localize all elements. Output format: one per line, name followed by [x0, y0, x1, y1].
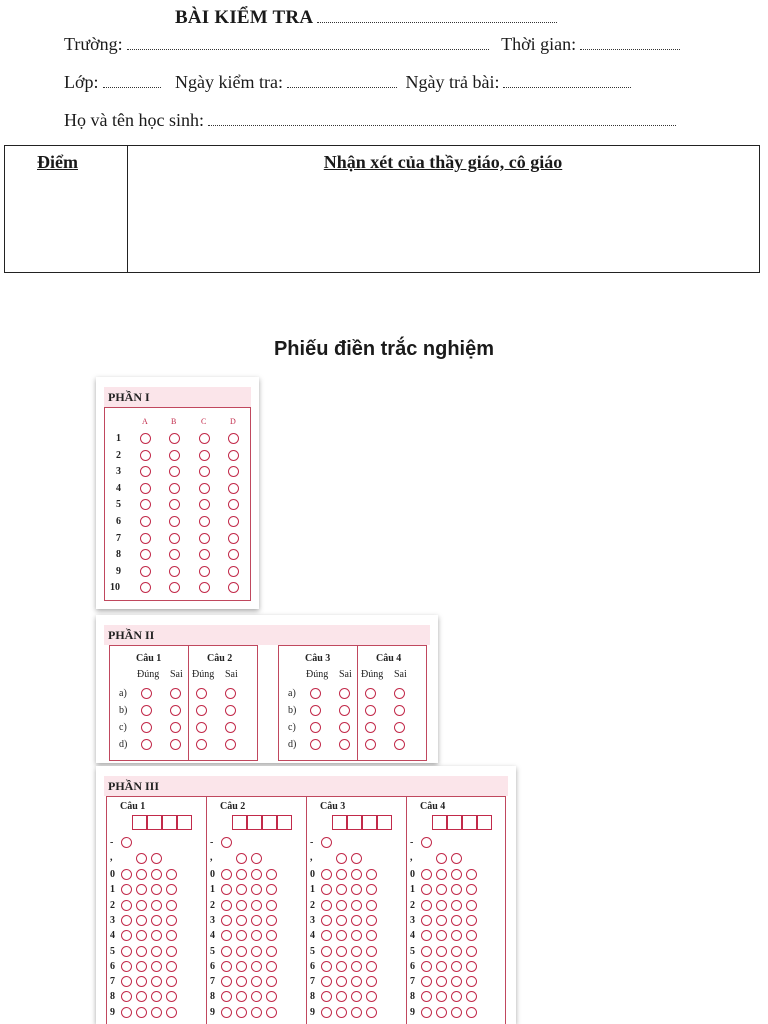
part2-false-label: Sai	[170, 669, 183, 680]
part2-item-label: b)	[288, 705, 297, 716]
part3-digit-label: 6	[210, 960, 215, 972]
part2-divider-right	[357, 645, 358, 761]
part3-digit-label: 4	[210, 930, 215, 942]
part2-bubble-false[interactable]	[225, 705, 236, 716]
part3-bubble-digit-9[interactable]	[166, 1007, 177, 1018]
part3-answer-box[interactable]	[277, 815, 292, 830]
part3-bubble-digit-0[interactable]	[351, 869, 362, 880]
part1-col-a: A	[142, 417, 148, 426]
part1-bubble-7-c[interactable]	[199, 533, 210, 544]
part3-digit-label: 4	[110, 930, 115, 942]
part3-digit-label: 3	[210, 914, 215, 926]
part3-bubble-digit-0[interactable]	[421, 869, 432, 880]
part2-item-label: d)	[119, 739, 128, 750]
part2-item-label: a)	[288, 688, 296, 699]
part3-bubble-digit-0[interactable]	[436, 869, 447, 880]
part3-bubble-comma-2[interactable]	[351, 853, 362, 864]
student-name-label: Họ và tên học sinh:	[64, 110, 204, 130]
part3-bubble-comma-1[interactable]	[236, 853, 247, 864]
part3-bubble-comma-2[interactable]	[251, 853, 262, 864]
part2-bubble-false[interactable]	[339, 739, 350, 750]
part3-bubble-digit-5[interactable]	[321, 946, 332, 957]
part3-bubble-digit-9[interactable]	[466, 1007, 477, 1018]
part2-bubble-false[interactable]	[225, 688, 236, 699]
part3-bubble-comma-1[interactable]	[336, 853, 347, 864]
part3-bubble-digit-6[interactable]	[466, 961, 477, 972]
part1-row-number: 1	[116, 433, 121, 444]
part3-digit-label: 0	[110, 869, 115, 880]
part3-bubble-digit-2[interactable]	[221, 900, 232, 911]
part3-bubble-digit-3[interactable]	[136, 915, 147, 926]
part3-digit-label: 3	[410, 914, 415, 926]
part3-column-divider	[206, 796, 207, 1024]
part2-item-label: a)	[119, 688, 127, 699]
part2-item-label: b)	[119, 705, 128, 716]
part1-bubble-4-a[interactable]	[140, 483, 151, 494]
part3-bubble-digit-9[interactable]	[451, 1007, 462, 1018]
part3-bubble-digit-9[interactable]	[236, 1007, 247, 1018]
part3-bubble-digit-0[interactable]	[221, 869, 232, 880]
part3-answer-box[interactable]	[332, 815, 347, 830]
part3-digit-label: 6	[410, 960, 415, 972]
part3-digit-label: 3	[310, 914, 315, 926]
part3-bubble-digit-2[interactable]	[321, 900, 332, 911]
part3-bubble-digit-5[interactable]	[151, 946, 162, 957]
part3-bubble-digit-2[interactable]	[136, 900, 147, 911]
part2-bubble-true[interactable]	[196, 705, 207, 716]
part3-digit-label: 8	[210, 991, 215, 1003]
part3-bubble-digit-9[interactable]	[121, 1007, 132, 1018]
part3-question-2: Câu 2	[220, 801, 246, 812]
part3-minus-label: -	[210, 837, 214, 848]
part1-bubble-6-a[interactable]	[140, 516, 151, 527]
part1-col-b: B	[171, 417, 177, 426]
part3-bubble-digit-6[interactable]	[436, 961, 447, 972]
part3-bubble-digit-6[interactable]	[236, 961, 247, 972]
part1-bubble-6-d[interactable]	[228, 516, 239, 527]
part2-question-2: Câu 2	[207, 653, 233, 664]
part3-digit-label: 0	[410, 869, 415, 880]
school-row	[64, 34, 680, 55]
part3-bubble-digit-5[interactable]	[221, 946, 232, 957]
part3-bubble-digit-6[interactable]	[251, 961, 262, 972]
part3-bubble-digit-3[interactable]	[451, 915, 462, 926]
part3-bubble-digit-3[interactable]	[251, 915, 262, 926]
return-date-blank[interactable]	[503, 87, 631, 88]
part3-bubble-digit-6[interactable]	[121, 961, 132, 972]
part3-question-4: Câu 4	[420, 801, 446, 812]
part3-bubble-digit-2[interactable]	[151, 900, 162, 911]
class-date-row	[64, 72, 631, 93]
part3-bubble-digit-5[interactable]	[336, 946, 347, 957]
part1-title: PHẦN I	[104, 387, 251, 407]
part2-bubble-false[interactable]	[339, 705, 350, 716]
part3-digit-label: 7	[210, 976, 215, 988]
part3-answer-box[interactable]	[347, 815, 362, 830]
part2-question-3: Câu 3	[305, 653, 331, 664]
part3-bubble-digit-3[interactable]	[466, 915, 477, 926]
part3-digit-label: 0	[210, 869, 215, 880]
part1-bubble-1-a[interactable]	[140, 433, 151, 444]
part3-digit-label: 5	[210, 945, 215, 957]
part3-bubble-digit-0[interactable]	[321, 869, 332, 880]
part2-true-label: Đúng	[137, 669, 160, 680]
time-label: Thời gian:	[501, 34, 577, 54]
part3-title: PHẦN III	[104, 776, 508, 796]
part1-bubble-9-c[interactable]	[199, 566, 210, 577]
class-blank[interactable]	[103, 87, 161, 88]
part1-bubble-1-d[interactable]	[228, 433, 239, 444]
part3-bubble-digit-6[interactable]	[351, 961, 362, 972]
time-blank[interactable]	[580, 49, 680, 50]
part2-bubble-false[interactable]	[394, 722, 405, 733]
part3-answer-box[interactable]	[132, 815, 147, 830]
part1-bubble-7-d[interactable]	[228, 533, 239, 544]
part3-bubble-digit-3[interactable]	[436, 915, 447, 926]
part1-bubble-7-a[interactable]	[140, 533, 151, 544]
part3-answer-box[interactable]	[362, 815, 377, 830]
part3-bubble-comma-1[interactable]	[136, 853, 147, 864]
part3-digit-label: 7	[410, 976, 415, 988]
part3-bubble-digit-5[interactable]	[236, 946, 247, 957]
part3-bubble-digit-6[interactable]	[336, 961, 347, 972]
part1-bubble-9-b[interactable]	[169, 566, 180, 577]
part3-column-divider	[306, 796, 307, 1024]
part2-bubble-true[interactable]	[365, 705, 376, 716]
part3-bubble-minus[interactable]	[121, 837, 132, 848]
part3-bubble-digit-5[interactable]	[366, 946, 377, 957]
part1-row-number: 9	[116, 565, 121, 577]
part1-bubble-2-c[interactable]	[199, 450, 210, 461]
part1-bubble-2-d[interactable]	[228, 450, 239, 461]
part3-answer-box[interactable]	[262, 815, 277, 830]
part1-bubble-4-b[interactable]	[169, 483, 180, 494]
test-date-blank[interactable]	[287, 87, 397, 88]
part3-bubble-digit-6[interactable]	[451, 961, 462, 972]
part3-bubble-digit-3[interactable]	[421, 915, 432, 926]
part1-row-number: 6	[116, 516, 121, 527]
part3-digit-label: 6	[110, 960, 115, 972]
part3-bubble-digit-9[interactable]	[136, 1007, 147, 1018]
part3-minus-label: -	[410, 837, 414, 848]
part3-bubble-digit-9[interactable]	[366, 1007, 377, 1018]
part3-bubble-digit-6[interactable]	[151, 961, 162, 972]
part2-bubble-false[interactable]	[394, 688, 405, 699]
part3-digit-label: 2	[210, 899, 215, 911]
part3-bubble-digit-2[interactable]	[351, 900, 362, 911]
student-name-blank[interactable]	[208, 125, 676, 126]
part3-digit-label: 6	[310, 960, 315, 972]
part2-bubble-true[interactable]	[196, 739, 207, 750]
part3-comma-label: ,	[310, 852, 313, 863]
part1-bubble-2-a[interactable]	[140, 450, 151, 461]
part3-digit-label: 1	[310, 884, 315, 896]
part1-row-number: 8	[116, 549, 121, 561]
part2-bubble-false[interactable]	[170, 705, 181, 716]
part2-false-label: Sai	[225, 669, 238, 680]
part2-item-label: c)	[288, 722, 296, 733]
part1-bubble-9-d[interactable]	[228, 566, 239, 577]
part1-row-number: 5	[116, 499, 121, 511]
part3-minus-label: -	[310, 837, 314, 848]
part3-bubble-digit-0[interactable]	[236, 869, 247, 880]
part3-digit-label: 1	[410, 884, 415, 896]
part3-digit-label: 4	[310, 930, 315, 942]
part2-false-label: Sai	[339, 669, 352, 680]
part2-bubble-false[interactable]	[225, 739, 236, 750]
part3-bubble-digit-3[interactable]	[351, 915, 362, 926]
part2-bubble-true[interactable]	[365, 739, 376, 750]
part1-bubble-4-d[interactable]	[228, 483, 239, 494]
part3-digit-label: 9	[410, 1006, 415, 1018]
part1-row-number: 10	[110, 582, 120, 594]
part3-bubble-digit-6[interactable]	[221, 961, 232, 972]
test-title	[175, 7, 557, 29]
part3-digit-label: 8	[310, 991, 315, 1003]
part3-bubble-digit-2[interactable]	[166, 900, 177, 911]
part1-bubble-1-c[interactable]	[199, 433, 210, 444]
part3-answer-box[interactable]	[232, 815, 247, 830]
part3-digit-label: 9	[210, 1006, 215, 1018]
part2-bubble-true[interactable]	[365, 722, 376, 733]
part3-bubble-digit-3[interactable]	[336, 915, 347, 926]
part3-digit-label: 0	[310, 869, 315, 880]
part3-digit-label: 5	[410, 945, 415, 957]
part3-answer-box[interactable]	[147, 815, 162, 830]
part1-bubble-6-b[interactable]	[169, 516, 180, 527]
part1-row-number: 3	[116, 466, 121, 478]
part3-bubble-digit-5[interactable]	[351, 946, 362, 957]
answer-sheet-title: Phiếu điền trắc nghiệm	[273, 338, 495, 360]
part3-bubble-digit-5[interactable]	[121, 946, 132, 957]
part3-bubble-digit-2[interactable]	[466, 900, 477, 911]
part3-digit-label: 8	[110, 991, 115, 1003]
part3-digit-label: 3	[110, 914, 115, 926]
student-name-row	[64, 110, 676, 131]
part2-bubble-false[interactable]	[339, 722, 350, 733]
part3-bubble-digit-5[interactable]	[436, 946, 447, 957]
part2-bubble-false[interactable]	[394, 739, 405, 750]
part2-card	[96, 615, 438, 763]
part3-bubble-digit-0[interactable]	[266, 869, 277, 880]
part3-bubble-digit-2[interactable]	[421, 900, 432, 911]
part3-digit-label: 7	[110, 976, 115, 988]
score-label: Điểm	[37, 152, 78, 172]
part3-bubble-digit-3[interactable]	[366, 915, 377, 926]
part1-row-number: 2	[116, 449, 121, 461]
part3-bubble-digit-3[interactable]	[266, 915, 277, 926]
part3-bubble-digit-0[interactable]	[251, 869, 262, 880]
part3-bubble-digit-3[interactable]	[151, 915, 162, 926]
part3-answer-box[interactable]	[432, 815, 447, 830]
part3-digit-label: 2	[410, 899, 415, 911]
part1-col-d: D	[230, 417, 236, 426]
part2-bubble-true[interactable]	[310, 739, 321, 750]
part3-bubble-digit-9[interactable]	[421, 1007, 432, 1018]
part2-true-label: Đúng	[192, 669, 215, 680]
part3-answer-box[interactable]	[477, 815, 492, 830]
part3-bubble-minus[interactable]	[221, 837, 232, 848]
part3-bubble-digit-9[interactable]	[436, 1007, 447, 1018]
part3-bubble-digit-5[interactable]	[251, 946, 262, 957]
part1-row-number: 4	[116, 482, 121, 494]
part2-bubble-false[interactable]	[170, 688, 181, 699]
part3-bubble-digit-3[interactable]	[236, 915, 247, 926]
part3-bubble-digit-6[interactable]	[421, 961, 432, 972]
part3-bubble-digit-5[interactable]	[136, 946, 147, 957]
part3-bubble-digit-3[interactable]	[221, 915, 232, 926]
part1-card	[96, 377, 259, 609]
part3-bubble-digit-2[interactable]	[251, 900, 262, 911]
part3-bubble-digit-3[interactable]	[321, 915, 332, 926]
part3-bubble-digit-5[interactable]	[266, 946, 277, 957]
part3-answer-box[interactable]	[447, 815, 462, 830]
part3-answer-box[interactable]	[162, 815, 177, 830]
part2-divider-left	[188, 645, 189, 761]
school-label: Trường:	[64, 34, 123, 54]
part1-bubble-2-b[interactable]	[169, 450, 180, 461]
part2-bubble-true[interactable]	[196, 688, 207, 699]
part3-bubble-comma-2[interactable]	[151, 853, 162, 864]
teacher-comment-label: Nhận xét của thầy giáo, cô giáo	[323, 152, 563, 172]
part3-bubble-digit-0[interactable]	[121, 869, 132, 880]
part3-card	[96, 766, 516, 1024]
part2-question-4: Câu 4	[376, 653, 402, 664]
part3-bubble-digit-3[interactable]	[121, 915, 132, 926]
part3-digit-label: 7	[310, 976, 315, 988]
part2-bubble-false[interactable]	[170, 722, 181, 733]
part3-bubble-digit-6[interactable]	[136, 961, 147, 972]
test-title-text: BÀI KIỂM TRA	[175, 7, 314, 28]
part1-bubble-4-c[interactable]	[199, 483, 210, 494]
part2-bubble-true[interactable]	[310, 688, 321, 699]
part1-row-number: 7	[116, 532, 121, 544]
part2-bubble-true[interactable]	[141, 688, 152, 699]
part3-bubble-digit-0[interactable]	[151, 869, 162, 880]
part3-bubble-digit-5[interactable]	[421, 946, 432, 957]
part1-bubble-1-b[interactable]	[169, 433, 180, 444]
part3-bubble-digit-9[interactable]	[251, 1007, 262, 1018]
part3-bubble-digit-2[interactable]	[366, 900, 377, 911]
part1-bubble-6-c[interactable]	[199, 516, 210, 527]
part2-false-label: Sai	[394, 669, 407, 680]
part3-bubble-digit-6[interactable]	[166, 961, 177, 972]
part2-bubble-true[interactable]	[196, 722, 207, 733]
part3-comma-label: ,	[210, 852, 213, 863]
part3-bubble-digit-5[interactable]	[466, 946, 477, 957]
part3-digit-label: 5	[110, 945, 115, 957]
part3-digit-label: 8	[410, 991, 415, 1003]
part3-bubble-digit-9[interactable]	[351, 1007, 362, 1018]
part2-item-label: c)	[119, 722, 127, 733]
part3-digit-label: 1	[110, 884, 115, 896]
part2-bubble-false[interactable]	[170, 739, 181, 750]
part3-bubble-digit-0[interactable]	[336, 869, 347, 880]
part3-bubble-comma-2[interactable]	[451, 853, 462, 864]
title-blank	[317, 22, 557, 23]
part3-bubble-digit-2[interactable]	[451, 900, 462, 911]
part3-bubble-digit-0[interactable]	[451, 869, 462, 880]
part3-digit-label: 2	[110, 899, 115, 911]
part2-title: PHẦN II	[104, 625, 430, 645]
part3-bubble-digit-6[interactable]	[366, 961, 377, 972]
part3-answer-box[interactable]	[247, 815, 262, 830]
part3-minus-label: -	[110, 837, 114, 848]
part3-bubble-digit-2[interactable]	[436, 900, 447, 911]
part3-bubble-digit-5[interactable]	[451, 946, 462, 957]
part2-question-1: Câu 1	[136, 653, 162, 664]
part3-bubble-digit-0[interactable]	[366, 869, 377, 880]
part3-digit-label: 5	[310, 945, 315, 957]
part2-bubble-true[interactable]	[141, 739, 152, 750]
part3-bubble-digit-9[interactable]	[151, 1007, 162, 1018]
part1-col-c: C	[201, 417, 207, 426]
part3-bubble-digit-9[interactable]	[266, 1007, 277, 1018]
part3-digit-label: 9	[310, 1006, 315, 1018]
part3-bubble-digit-9[interactable]	[221, 1007, 232, 1018]
part3-bubble-digit-0[interactable]	[136, 869, 147, 880]
part3-bubble-digit-0[interactable]	[166, 869, 177, 880]
part2-bubble-true[interactable]	[365, 688, 376, 699]
part2-item-label: d)	[288, 739, 297, 750]
school-blank[interactable]	[127, 49, 489, 50]
part3-bubble-minus[interactable]	[421, 837, 432, 848]
part3-bubble-digit-6[interactable]	[266, 961, 277, 972]
grade-comment-box	[4, 145, 760, 273]
part3-bubble-digit-9[interactable]	[336, 1007, 347, 1018]
part3-bubble-digit-3[interactable]	[166, 915, 177, 926]
part3-bubble-digit-2[interactable]	[266, 900, 277, 911]
part2-true-label: Đúng	[306, 669, 329, 680]
return-date-label: Ngày trả bài:	[405, 72, 500, 92]
part2-bubble-false[interactable]	[339, 688, 350, 699]
part3-question-3: Câu 3	[320, 801, 346, 812]
part3-question-1: Câu 1	[120, 801, 146, 812]
part3-digit-label: 9	[110, 1006, 115, 1018]
part3-bubble-digit-2[interactable]	[121, 900, 132, 911]
part2-bubble-true[interactable]	[310, 722, 321, 733]
part3-comma-label: ,	[410, 852, 413, 863]
part3-answer-box[interactable]	[462, 815, 477, 830]
part3-answer-box[interactable]	[177, 815, 192, 830]
part3-bubble-digit-9[interactable]	[321, 1007, 332, 1018]
part2-bubble-true[interactable]	[141, 722, 152, 733]
part3-comma-label: ,	[110, 852, 113, 863]
part2-true-label: Đúng	[361, 669, 384, 680]
test-date-label: Ngày kiểm tra:	[175, 72, 283, 92]
part3-bubble-minus[interactable]	[321, 837, 332, 848]
part3-answer-box[interactable]	[377, 815, 392, 830]
part3-digit-label: 2	[310, 899, 315, 911]
part2-bubble-true[interactable]	[310, 705, 321, 716]
part1-bubble-9-a[interactable]	[140, 566, 151, 577]
part2-bubble-true[interactable]	[141, 705, 152, 716]
part3-bubble-digit-0[interactable]	[466, 869, 477, 880]
part3-bubble-digit-6[interactable]	[321, 961, 332, 972]
part3-bubble-digit-5[interactable]	[166, 946, 177, 957]
part2-bubble-false[interactable]	[225, 722, 236, 733]
part3-digit-label: 1	[210, 884, 215, 896]
part3-bubble-digit-2[interactable]	[236, 900, 247, 911]
part3-column-divider	[406, 796, 407, 1024]
class-label: Lớp:	[64, 72, 99, 92]
part3-bubble-comma-1[interactable]	[436, 853, 447, 864]
part3-digit-label: 4	[410, 930, 415, 942]
part1-bubble-7-b[interactable]	[169, 533, 180, 544]
part2-bubble-false[interactable]	[394, 705, 405, 716]
part3-bubble-digit-2[interactable]	[336, 900, 347, 911]
